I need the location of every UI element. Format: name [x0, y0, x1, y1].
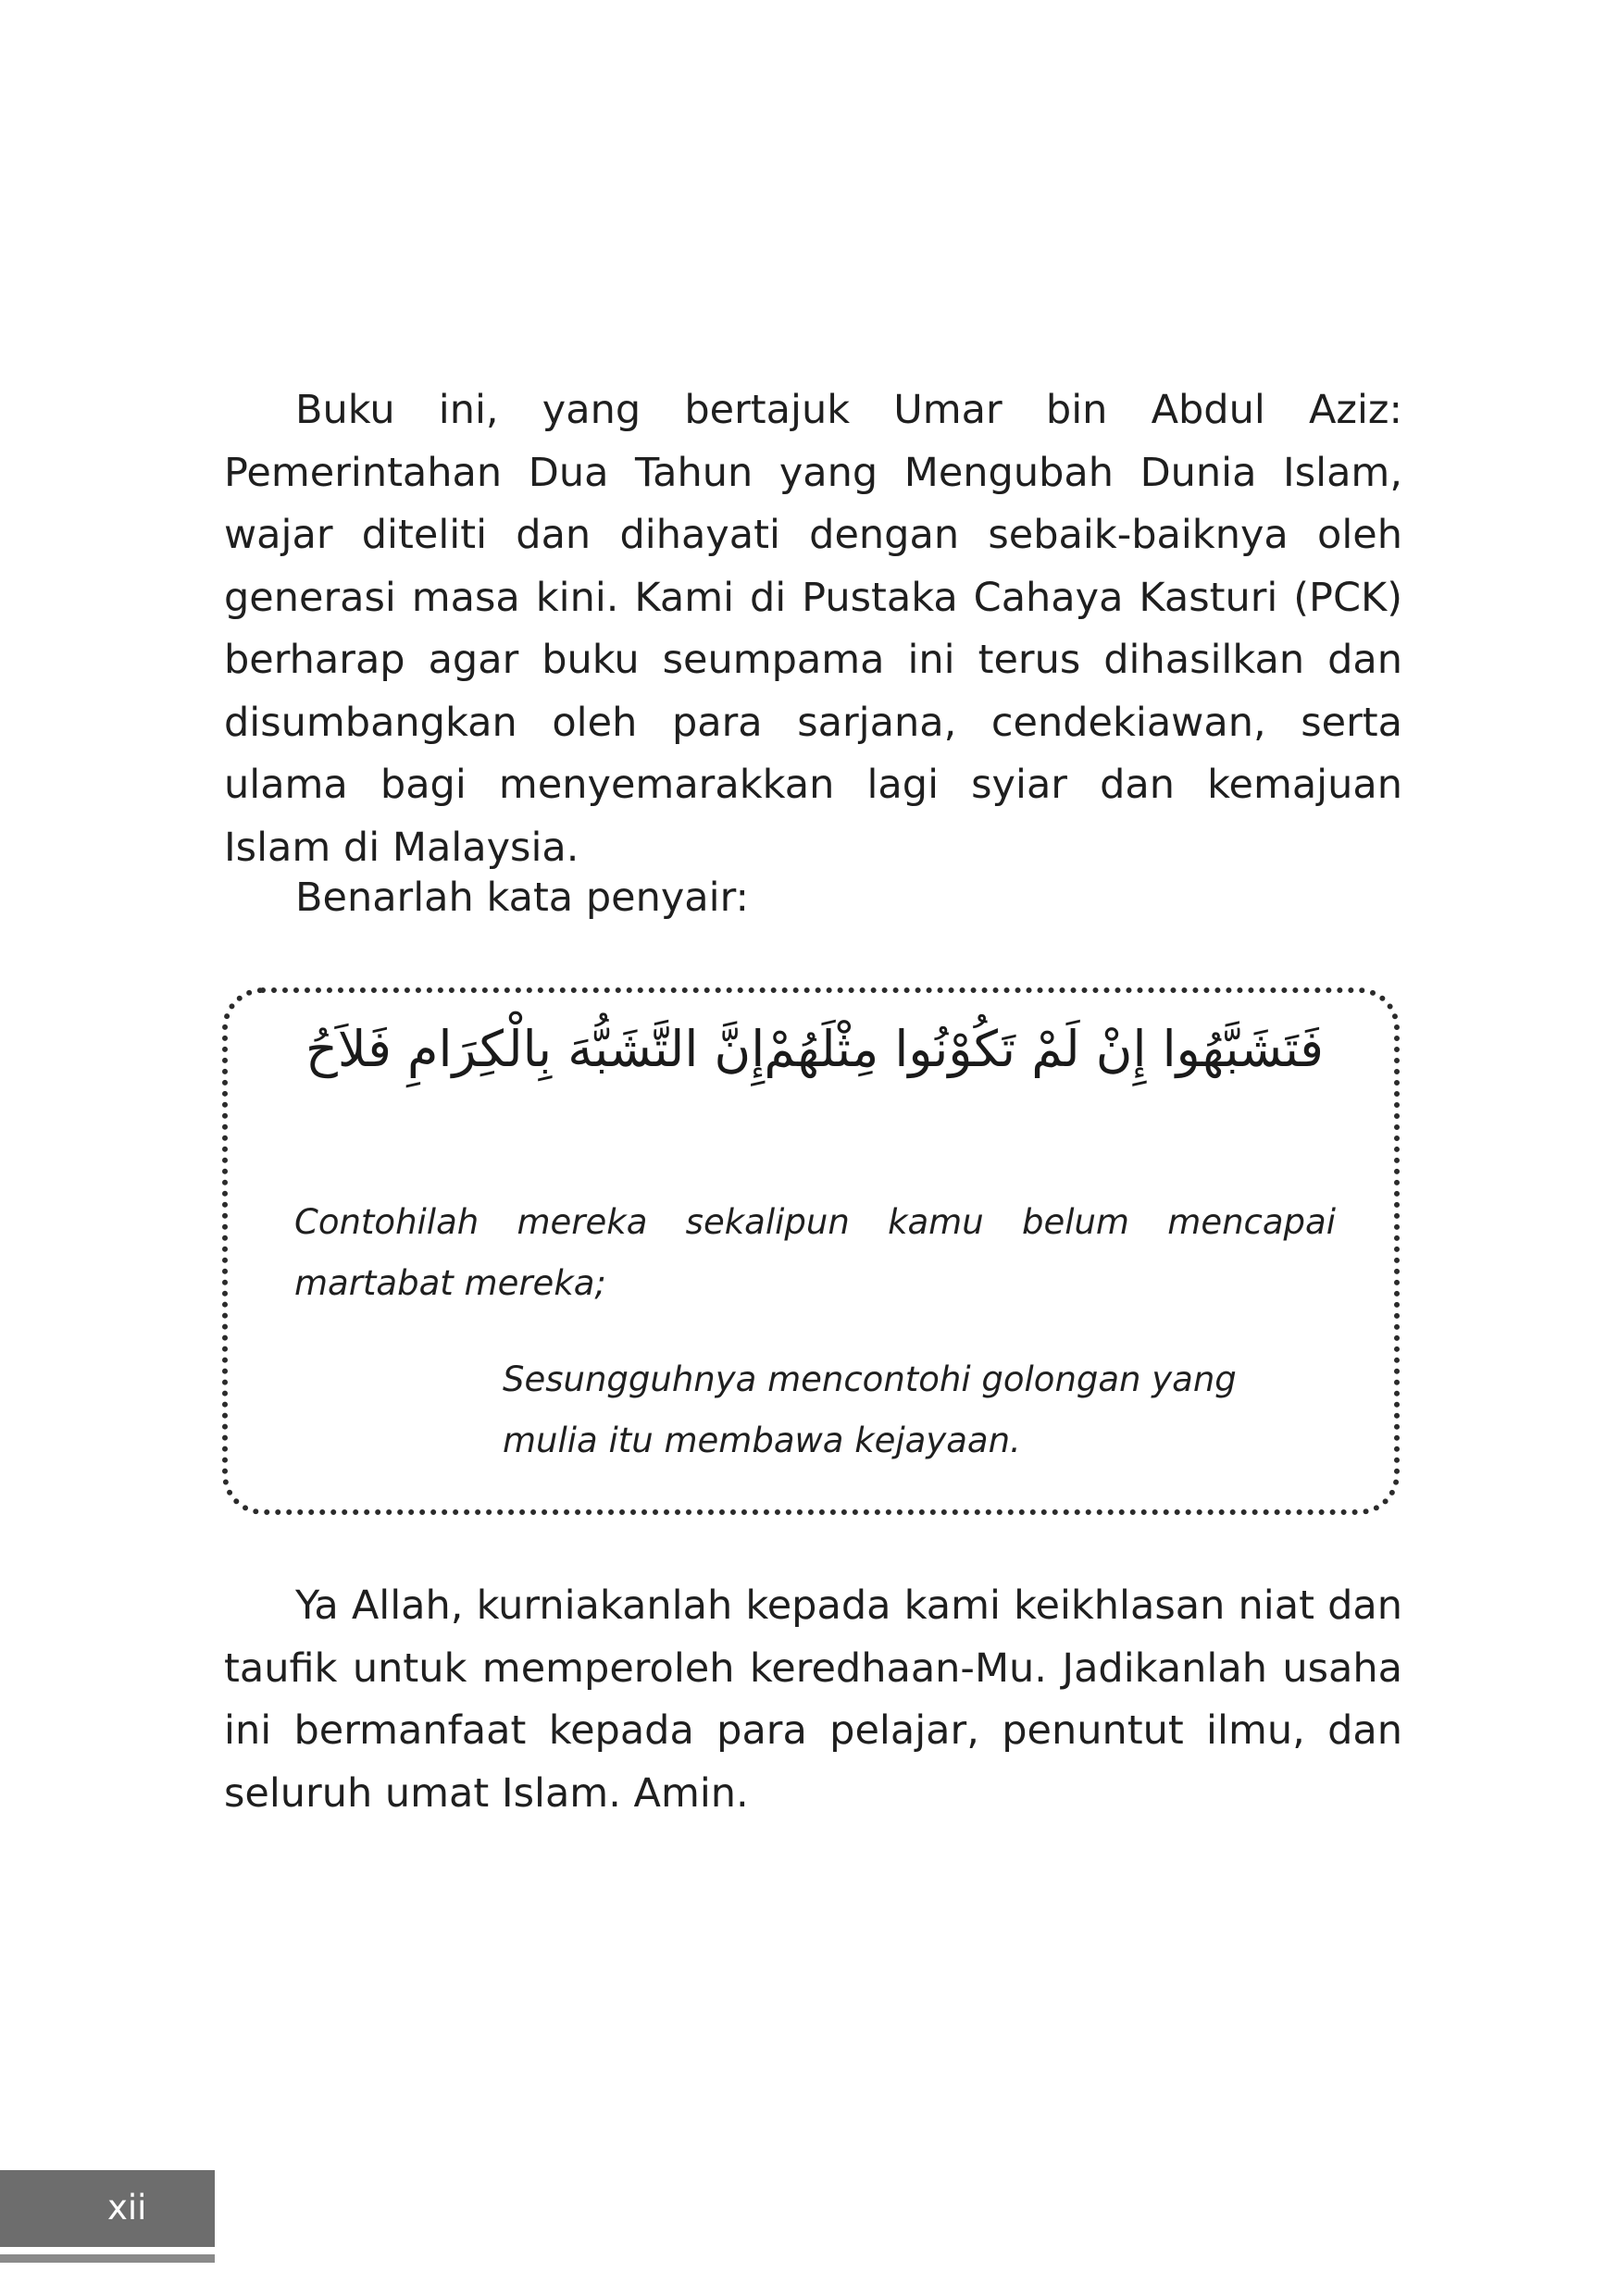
page-tab-underline: [0, 2254, 215, 2263]
translation-line-2: Sesungguhnya mencontohi golongan yang mulia itu membawa kejayaan.: [503, 1359, 1237, 1460]
translation-line-1: Contohilah mereka sekalipun kamu belum mencapai martabat mereka;: [294, 1202, 1336, 1303]
arabic-first-hemistich: فَتَشَبَّهُوا إِنْ لَمْ تَكُوْنُوا مِثْلَهُمْ: [764, 1020, 1324, 1078]
closing-paragraph: Ya Allah, kurniakanlah kepada kami keikhlasan niat dan taufik untuk memperoleh keredhaan-Mu. Jadikanlah usaha ini bermanfaat kepada para pelajar, penuntut ilmu, dan seluruh umat Islam. Amin.: [224, 1582, 1402, 1817]
page-number: xii: [107, 2188, 147, 2228]
arabic-verse: [305, 1020, 1324, 1112]
arabic-second-hemistich: إِنَّ التَّشَبُّهَ بِالْكِرَامِ فَلاَحُ: [305, 1020, 766, 1078]
intro-paragraph: Buku ini, yang bertajuk Umar bin Abdul Aziz: Pemerintahan Dua Tahun yang Mengubah Dunia Islam, wajar diteliti dan dihayati dengan sebaik-baiknya oleh generasi masa kini. Kami di Pustaka Cahaya Kasturi (PCK) berharap agar buku seumpama ini terus dihasilkan dan disumbangkan oleh para sarjana, cendekiawan, serta ulama bagi menyemarakkan lagi syiar dan kemajuan Islam di Malaysia.: [224, 387, 1402, 871]
poet-intro-paragraph: Benarlah kata penyair:: [295, 875, 749, 921]
